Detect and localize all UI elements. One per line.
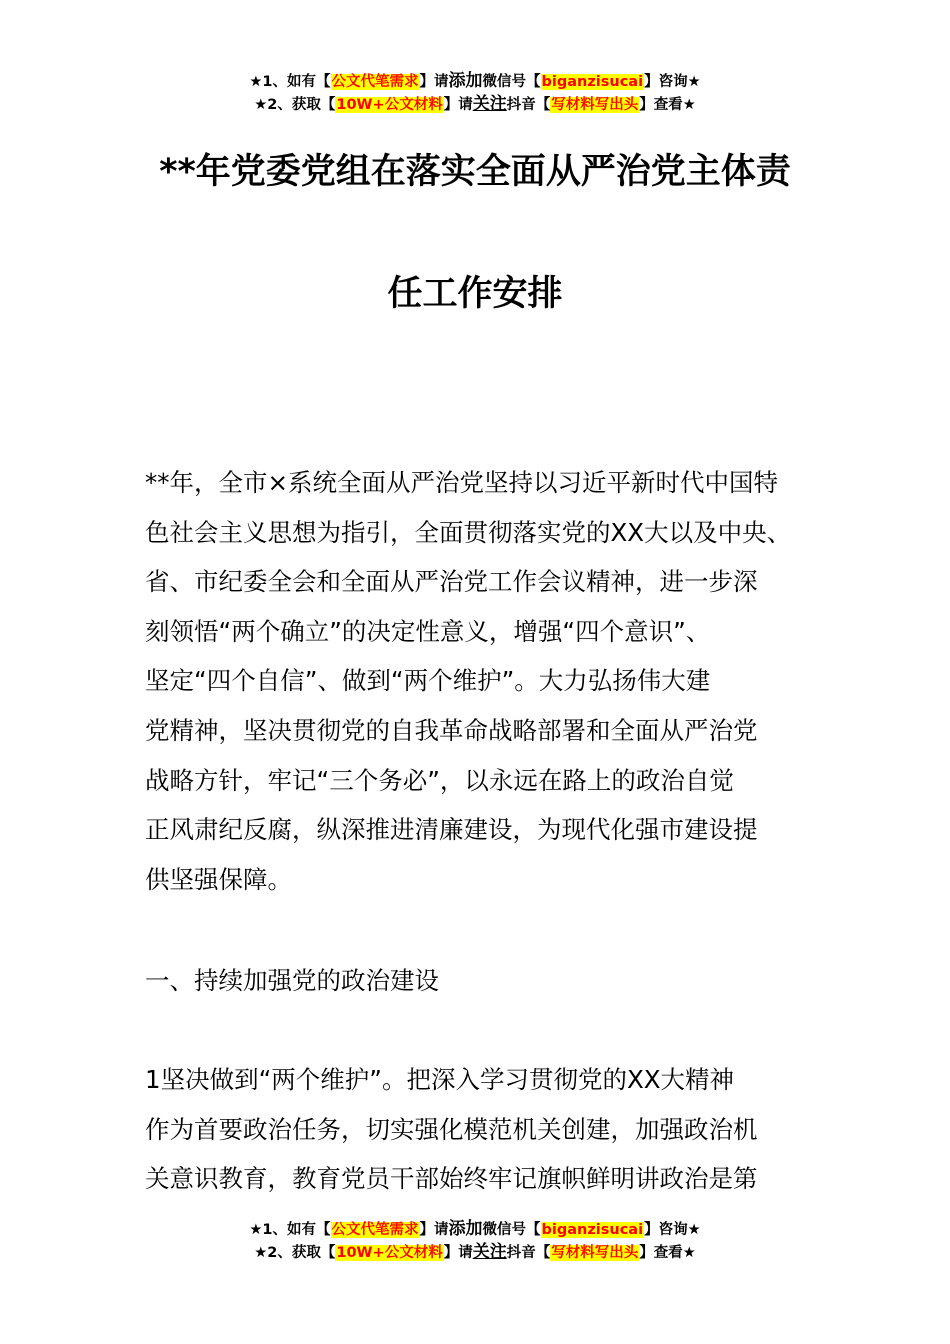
promo-text: 】请 xyxy=(419,74,449,90)
promo-highlight: 写材料写出头 xyxy=(551,97,639,113)
intro-line: 刻领悟“两个确立”的决定性意义，增强“四个意识”、 xyxy=(145,616,711,646)
promo-text: 添加 xyxy=(448,1219,483,1239)
intro-line: 党精神，坚决贯彻党的自我革命战略部署和全面从严治党 xyxy=(145,715,758,745)
intro-line: 省、市纪委全会和全面从严治党工作会议精神，进一步深 xyxy=(145,567,758,597)
intro-line: 供坚强保障。 xyxy=(145,864,292,894)
item-line: 1坚决做到“两个维护”。把深入学习贯彻党的XX大精神 xyxy=(145,1065,735,1094)
promo-text: 抖音【 xyxy=(506,1245,551,1261)
item-line: 关意识教育，教育党员干部始终牢记旗帜鲜明讲政治是第 xyxy=(145,1164,758,1194)
section-heading xyxy=(145,956,825,1006)
promo-text: 】查看★ xyxy=(639,97,696,113)
promo-highlight: 10W+公文材料 xyxy=(336,97,443,113)
promo-line-1 xyxy=(0,1218,950,1241)
promo-text: 】咨询★ xyxy=(644,74,701,90)
promo-highlight: 公文代笔需求 xyxy=(331,74,419,90)
promo-highlight: 公文代笔需求 xyxy=(331,1222,419,1238)
promo-text: 】查看★ xyxy=(639,1245,696,1261)
footer-promo xyxy=(0,1218,950,1264)
promo-text: 添加 xyxy=(448,71,483,91)
promo-line-1 xyxy=(0,70,950,93)
promo-highlight: 10W+公文材料 xyxy=(336,1245,443,1261)
promo-text: 微信号【 xyxy=(482,1222,541,1238)
intro-line: 坚定“四个自信”、做到“两个维护”。大力弘扬伟大建 xyxy=(145,666,711,696)
intro-line: 正风肃纪反腐，纵深推进清廉建设，为现代化强市建设提 xyxy=(145,815,758,845)
promo-text: ★1、如有【 xyxy=(249,1222,331,1238)
promo-highlight: biganzisucai xyxy=(541,1222,644,1238)
promo-line-2 xyxy=(0,93,950,116)
item-paragraph xyxy=(145,1055,825,1204)
promo-text: 关注 xyxy=(472,94,507,114)
promo-text: ★2、获取【 xyxy=(254,97,336,113)
promo-text: 关注 xyxy=(472,1242,507,1262)
document-title-line-2: 任工作安排 xyxy=(387,274,563,314)
intro-line: 色社会主义思想为指引，全面贯彻落实党的XX大以及中央、 xyxy=(145,517,792,547)
promo-text: 微信号【 xyxy=(482,74,541,90)
promo-text: ★2、获取【 xyxy=(254,1245,336,1261)
intro-line: 战略方针，牢记“三个务必”，以永远在路上的政治自觉 xyxy=(145,765,734,795)
promo-text: 】请 xyxy=(419,1222,449,1238)
item-line: 作为首要政治任务，切实强化模范机关创建，加强政治机 xyxy=(145,1114,758,1144)
section-heading-text: 一、持续加强党的政治建设 xyxy=(145,966,439,995)
intro-paragraph xyxy=(145,458,825,904)
promo-highlight: biganzisucai xyxy=(541,74,644,90)
promo-text: 抖音【 xyxy=(506,97,551,113)
promo-text: ★1、如有【 xyxy=(249,74,331,90)
intro-line: **年，全市×系统全面从严治党坚持以习近平新时代中国特 xyxy=(145,468,779,497)
promo-highlight: 写材料写出头 xyxy=(551,1245,639,1261)
promo-text: 】请 xyxy=(443,1245,473,1261)
promo-line-2 xyxy=(0,1241,950,1264)
promo-text: 】请 xyxy=(443,97,473,113)
header-promo xyxy=(0,70,950,116)
document-title-line-1: **年党委党组在落实全面从严治党主体责 xyxy=(159,152,791,192)
promo-text: 】咨询★ xyxy=(644,1222,701,1238)
